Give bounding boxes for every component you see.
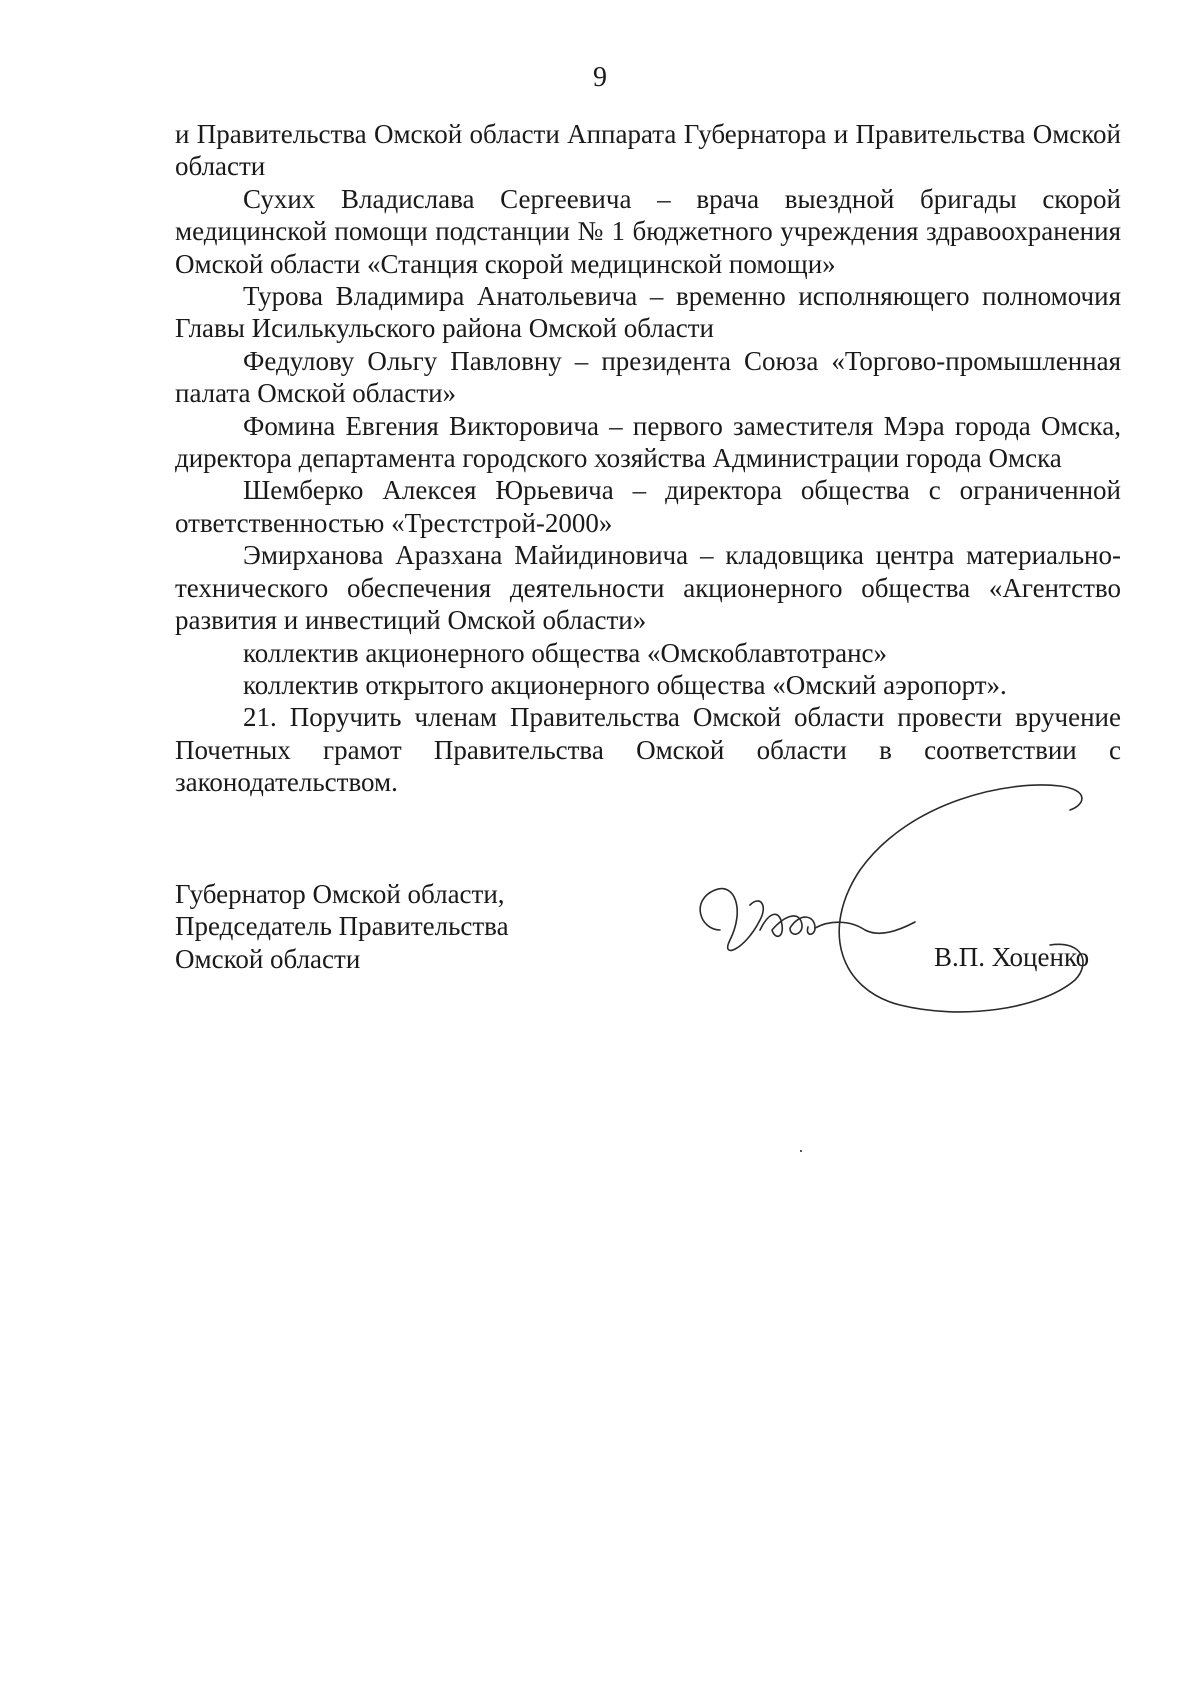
award-entry: Турова Владимира Анатольевича – временно исполняющего полномочия Главы Исилькульского района Омской области	[175, 281, 1121, 344]
award-entry: коллектив открытого акционерного общества «Омский аэропорт».	[243, 669, 1007, 700]
award-entry: Шемберко Алексея Юрьевича – директора общества с ограниченной ответственностью «Трестстрой-2000»	[175, 475, 1121, 538]
scan-speck	[800, 1150, 802, 1152]
award-entry: Федулову Ольгу Павловну – президента Союза «Торгово-промышленная палата Омской области»	[175, 345, 1121, 409]
award-entry: Сухих Владислава Сергеевича – врача выездной бригады скорой медицинской помощи подстанции № 1 бюджетного учреждения здравоохранения Омской области «Станция скорой медицинской помощи»	[175, 183, 1121, 279]
signatory-name: В.П. Хоценко	[934, 942, 1090, 972]
page-number: 9	[593, 62, 607, 93]
award-entry: коллектив акционерного общества «Омскоблавтотранс»	[243, 637, 888, 668]
clause-21: 21. Поручить членам Правительства Омской области провести вручение Почетных грамот Правительства Омской области в соответствии с законодательством.	[175, 702, 1121, 798]
signatory-title	[175, 878, 509, 975]
document-body	[175, 118, 1121, 799]
signatory-title-line: Губернатор Омской области,	[175, 879, 505, 909]
paragraph-continuation: и Правительства Омской области Аппарата Губернатора и Правительства Омской области	[175, 119, 1121, 182]
signatory-title-line: Председатель Правительства	[175, 911, 509, 942]
award-entry: Фомина Евгения Викторовича – первого заместителя Мэра города Омска, директора департамента городского хозяйства Администрации города Омска	[175, 410, 1121, 474]
signatory-title-line: Омской области	[175, 943, 361, 974]
handwritten-signature	[690, 780, 1110, 1020]
award-entry: Эмирханова Аразхана Майидиновича – кладовщика центра материально-технического обеспечения деятельности акционерного общества «Агентство развития и инвестиций Омской области»	[175, 540, 1121, 636]
